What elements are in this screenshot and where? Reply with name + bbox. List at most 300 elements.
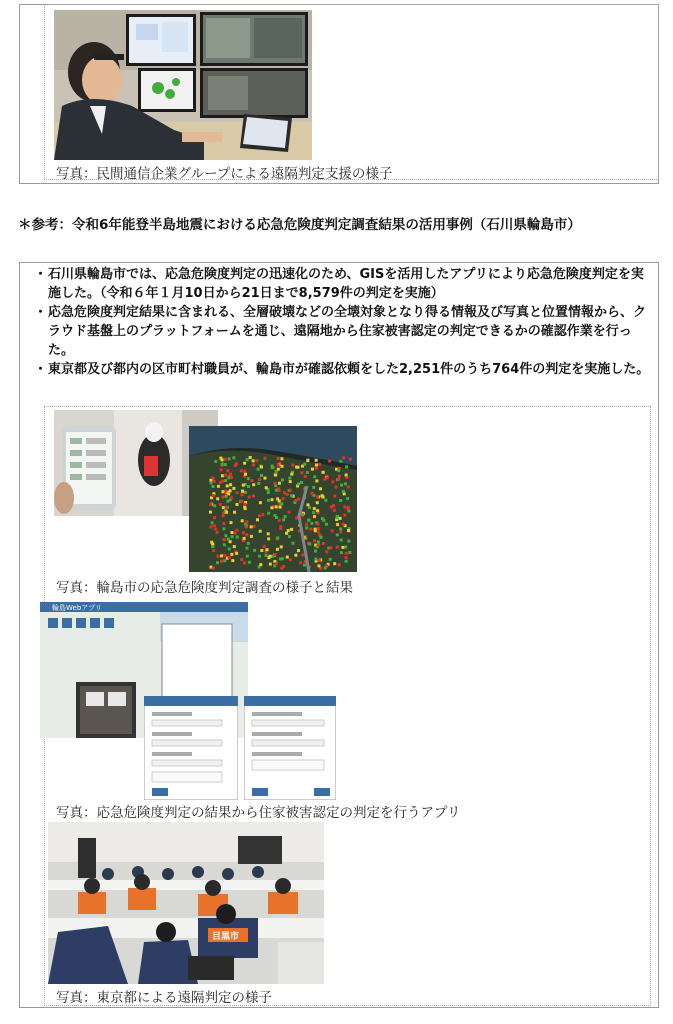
map-damage-dot <box>210 525 213 528</box>
map-damage-dot <box>231 535 234 538</box>
map-damage-dot <box>305 526 308 529</box>
map-damage-dot <box>250 535 253 538</box>
map-damage-dot <box>211 521 214 524</box>
map-damage-dot <box>250 479 253 482</box>
remote-caption: 写真：東京都による遠隔判定の様子 <box>56 990 272 1006</box>
map-damage-dot <box>347 529 350 532</box>
map-damage-dot <box>316 509 319 512</box>
map-damage-dot <box>224 458 227 461</box>
map-damage-dot <box>336 546 339 549</box>
map-damage-dot <box>285 532 288 535</box>
map-damage-dot <box>252 495 255 498</box>
map-damage-dot <box>315 467 318 470</box>
map-damage-dot <box>223 538 226 541</box>
map-damage-dot <box>265 486 268 489</box>
map-damage-dot <box>336 523 339 526</box>
map-damage-dot <box>300 471 303 474</box>
map-damage-dot <box>219 503 222 506</box>
map-damage-dot <box>288 535 291 538</box>
map-damage-dot <box>275 516 278 519</box>
map-damage-dot <box>267 532 270 535</box>
map-damage-dot <box>289 480 292 483</box>
map-damage-dot <box>214 460 217 463</box>
map-damage-dot <box>223 554 226 557</box>
map-damage-dot <box>333 509 336 512</box>
map-damage-dot <box>325 550 328 553</box>
map-damage-dot <box>349 458 352 461</box>
map-damage-dot <box>286 493 289 496</box>
map-damage-dot <box>211 543 214 546</box>
map-damage-dot <box>322 542 325 545</box>
map-damage-dot <box>316 501 319 504</box>
map-damage-dot <box>288 511 291 514</box>
map-damage-dot <box>340 551 343 554</box>
map-damage-dot <box>235 552 238 555</box>
map-damage-dot <box>290 494 293 497</box>
map-damage-dot <box>280 502 283 505</box>
map-damage-dot <box>344 546 347 549</box>
map-damage-dot <box>288 477 291 480</box>
map-damage-dot <box>228 457 231 460</box>
map-damage-dot <box>212 566 215 569</box>
map-damage-dot <box>314 558 317 561</box>
map-damage-dot <box>244 473 247 476</box>
map-damage-dot <box>286 556 289 559</box>
map-damage-dot <box>333 495 336 498</box>
map-damage-dot <box>308 506 311 509</box>
map-damage-dot <box>297 483 300 486</box>
map-damage-dot <box>341 546 344 549</box>
map-damage-dot <box>263 545 266 548</box>
map-damage-dot <box>232 487 235 490</box>
map-damage-dot <box>242 531 245 534</box>
bullet-tokyo-staff <box>34 360 654 379</box>
map-damage-dot <box>280 457 283 460</box>
bullet-text: 石川県輪島市では、応急危険度判定の迅速化のため、GISを活用したアプリにより応急危険度判定を実施した。（令和６年１月10日から21日まで8,579件の判定を実施） <box>48 267 644 301</box>
map-damage-dot <box>345 552 348 555</box>
map-damage-dot <box>317 527 320 530</box>
map-damage-dot <box>243 462 246 465</box>
map-damage-dot <box>216 531 219 534</box>
map-damage-dot <box>252 459 255 462</box>
map-damage-dot <box>299 561 302 564</box>
bullet-marker: ・ <box>34 267 48 282</box>
map-damage-dot <box>307 503 310 506</box>
map-damage-dot <box>219 481 222 484</box>
map-damage-dot <box>282 497 285 500</box>
map-damage-dot <box>301 513 304 516</box>
map-damage-dot <box>340 531 343 534</box>
map-damage-dot <box>219 457 222 460</box>
map-damage-dot <box>211 545 214 548</box>
map-damage-dot <box>244 507 247 510</box>
map-damage-dot <box>332 504 335 507</box>
map-damage-dot <box>233 511 236 514</box>
map-damage-dot <box>306 471 309 474</box>
map-damage-dot <box>342 523 345 526</box>
bullet-marker: ・ <box>34 362 48 377</box>
map-damage-dot <box>289 489 292 492</box>
map-damage-dot <box>324 499 327 502</box>
map-damage-dot <box>231 559 234 562</box>
map-damage-dot <box>339 517 342 520</box>
map-damage-dot <box>230 531 233 534</box>
map-damage-dot <box>289 558 292 561</box>
map-damage-dot <box>229 483 232 486</box>
map-damage-dot <box>216 555 219 558</box>
map-damage-dot <box>345 556 348 559</box>
map-damage-dot <box>240 558 243 561</box>
map-damage-dot <box>224 474 227 477</box>
map-damage-dot <box>259 501 262 504</box>
map-damage-dot <box>257 468 260 471</box>
map-damage-dot <box>343 514 346 517</box>
bullet-text: 東京都及び都内の区市町村職員が、輪島市が確認依頼をした2,251件のうち764件の判定を実施した。 <box>48 362 650 377</box>
map-damage-dot <box>281 479 284 482</box>
map-damage-dot <box>230 476 233 479</box>
map-damage-dot <box>342 456 345 459</box>
map-damage-dot <box>295 517 298 520</box>
map-damage-dot <box>236 529 239 532</box>
map-damage-dot <box>213 516 216 519</box>
map-damage-dot <box>318 559 321 562</box>
map-damage-dot <box>274 553 277 556</box>
map-damage-dot <box>226 469 229 472</box>
map-damage-dot <box>291 464 294 467</box>
map-damage-dot <box>331 529 334 532</box>
map-damage-dot <box>324 567 327 570</box>
map-damage-dot <box>220 468 223 471</box>
map-damage-dot <box>252 483 255 486</box>
map-damage-dot <box>216 561 219 564</box>
map-damage-dot <box>221 463 224 466</box>
map-damage-dot <box>235 462 238 465</box>
map-damage-dot <box>282 565 285 568</box>
map-damage-dot <box>248 561 251 564</box>
map-damage-dot <box>312 511 315 514</box>
vest-label: 目黒市 <box>212 932 240 942</box>
map-damage-dot <box>329 558 332 561</box>
map-damage-dot <box>280 545 283 548</box>
map-damage-dot <box>310 522 313 525</box>
map-damage-dot <box>252 463 255 466</box>
map-damage-dot <box>212 494 215 497</box>
map-damage-dot <box>232 456 235 459</box>
map-damage-dot <box>274 473 277 476</box>
map-damage-dot <box>339 499 342 502</box>
map-damage-dot <box>258 555 261 558</box>
map-damage-dot <box>245 533 248 536</box>
map-damage-dot <box>316 522 319 525</box>
map-damage-dot <box>225 490 228 493</box>
damage-map-photo <box>189 426 357 572</box>
map-damage-dot <box>243 537 246 540</box>
map-damage-dot <box>283 491 286 494</box>
map-damage-dot <box>297 498 300 501</box>
map-damage-dot <box>307 519 310 522</box>
map-damage-dot <box>279 525 282 528</box>
map-damage-dot <box>225 506 228 509</box>
map-damage-dot <box>281 557 284 560</box>
map-damage-dot <box>212 549 215 552</box>
map-damage-dot <box>305 523 308 526</box>
map-damage-dot <box>338 475 341 478</box>
map-damage-dot <box>313 507 316 510</box>
map-damage-dot <box>294 499 297 502</box>
map-damage-dot <box>261 513 264 516</box>
map-damage-dot <box>264 477 267 480</box>
map-damage-dot <box>259 530 262 533</box>
app-screenshot-form-1 <box>144 696 238 800</box>
bullet-wajima-gis <box>34 265 654 303</box>
map-damage-dot <box>345 560 348 563</box>
map-damage-dot <box>271 465 274 468</box>
map-damage-dot <box>322 496 325 499</box>
map-damage-dot <box>243 470 246 473</box>
map-damage-dot <box>267 537 270 540</box>
map-damage-dot <box>278 519 281 522</box>
map-damage-dot <box>229 473 232 476</box>
map-damage-dot <box>342 490 345 493</box>
map-damage-dot <box>236 503 239 506</box>
map-damage-dot <box>317 530 320 533</box>
remote-support-photo <box>54 10 312 160</box>
map-damage-dot <box>255 459 258 462</box>
map-damage-dot <box>337 469 340 472</box>
remote-judgment-photo <box>48 822 324 984</box>
app-screenshot-form-2 <box>244 696 336 800</box>
map-damage-dot <box>329 546 332 549</box>
map-damage-dot <box>226 484 229 487</box>
map-damage-dot <box>338 563 341 566</box>
map-damage-dot <box>228 548 231 551</box>
map-damage-dot <box>230 521 233 524</box>
map-damage-dot <box>230 553 233 556</box>
map-damage-dot <box>315 464 318 467</box>
map-damage-dot <box>313 475 316 478</box>
map-damage-dot <box>209 503 212 506</box>
map-damage-dot <box>253 549 256 552</box>
map-damage-dot <box>294 554 297 557</box>
map-damage-dot <box>278 500 281 503</box>
map-damage-dot <box>303 564 306 567</box>
map-damage-dot <box>225 495 228 498</box>
map-damage-dot <box>319 567 322 570</box>
map-damage-dot <box>258 478 261 481</box>
map-damage-dot <box>246 458 249 461</box>
map-damage-dot <box>314 550 317 553</box>
map-damage-dot <box>346 497 349 500</box>
map-damage-dot <box>258 514 261 517</box>
map-damage-dot <box>223 559 226 562</box>
map-damage-dot <box>222 527 225 530</box>
map-damage-dot <box>282 518 285 521</box>
map-damage-dot <box>247 477 250 480</box>
map-damage-dot <box>240 469 243 472</box>
map-damage-dot <box>337 478 340 481</box>
map-damage-dot <box>318 463 321 466</box>
map-damage-dot <box>276 537 279 540</box>
app-header-label: 輪島Webアプリ <box>52 604 102 612</box>
map-damage-dot <box>297 549 300 552</box>
map-damage-dot <box>228 556 231 559</box>
map-damage-dot <box>315 459 318 462</box>
map-damage-dot <box>247 542 250 545</box>
map-damage-dot <box>214 528 217 531</box>
map-damage-dot <box>292 542 295 545</box>
map-damage-dot <box>277 463 280 466</box>
map-damage-dot <box>348 551 351 554</box>
map-damage-dot <box>311 492 314 495</box>
map-damage-dot <box>224 463 227 466</box>
map-damage-dot <box>311 468 314 471</box>
map-damage-dot <box>306 459 309 462</box>
map-damage-dot <box>217 485 220 488</box>
map-damage-dot <box>241 519 244 522</box>
map-damage-dot <box>265 554 268 557</box>
map-damage-dot <box>227 538 230 541</box>
map-damage-dot <box>340 484 343 487</box>
map-damage-dot <box>225 511 228 514</box>
map-damage-dot <box>269 563 272 566</box>
map-damage-dot <box>290 528 293 531</box>
map-damage-dot <box>316 495 319 498</box>
map-damage-dot <box>263 457 266 460</box>
map-damage-dot <box>325 523 328 526</box>
map-damage-dot <box>279 506 282 509</box>
map-damage-dot <box>245 525 248 528</box>
map-damage-dot <box>260 549 263 552</box>
map-damage-dot <box>314 529 317 532</box>
map-damage-dot <box>213 480 216 483</box>
bullet-remote-check <box>34 303 654 360</box>
map-damage-dot <box>313 515 316 518</box>
map-damage-dot <box>241 490 244 493</box>
map-damage-dot <box>328 460 331 463</box>
map-damage-dot <box>321 517 324 520</box>
map-damage-dot <box>277 457 280 460</box>
reference-bullets <box>34 265 654 379</box>
map-damage-dot <box>229 489 232 492</box>
map-damage-dot <box>313 539 316 542</box>
map-damage-dot <box>260 466 263 469</box>
map-damage-dot <box>259 563 262 566</box>
survey-caption: 写真：輪島市の応急危険度判定調査の様子と結果 <box>56 580 353 596</box>
map-damage-dot <box>344 506 347 509</box>
map-damage-dot <box>309 528 312 531</box>
reference-title: ＊参考：令和6年能登半島地震における応急危険度判定調査結果の活用事例（石川県輪島市） <box>18 217 581 233</box>
map-damage-dot <box>221 474 224 477</box>
map-damage-dot <box>287 529 290 532</box>
map-damage-dot <box>281 465 284 468</box>
map-damage-dot <box>234 532 237 535</box>
map-damage-dot <box>277 489 280 492</box>
map-damage-dot <box>300 481 303 484</box>
map-damage-dot <box>276 548 279 551</box>
map-damage-dot <box>345 465 348 468</box>
map-damage-dot <box>270 506 273 509</box>
map-damage-dot <box>278 482 281 485</box>
map-damage-dot <box>266 548 269 551</box>
map-damage-dot <box>335 486 338 489</box>
map-damage-dot <box>267 512 270 515</box>
map-damage-dot <box>340 539 343 542</box>
map-damage-dot <box>290 473 293 476</box>
map-damage-dot <box>222 506 225 509</box>
map-damage-dot <box>247 485 250 488</box>
map-damage-dot <box>213 524 216 527</box>
map-damage-dot <box>249 456 252 459</box>
map-damage-dot <box>277 468 280 471</box>
map-damage-dot <box>244 491 247 494</box>
map-damage-dot <box>248 496 251 499</box>
map-damage-dot <box>347 486 350 489</box>
map-damage-dot <box>333 562 336 565</box>
map-damage-dot <box>222 496 225 499</box>
map-damage-dot <box>236 536 239 539</box>
map-damage-dot <box>224 479 227 482</box>
map-damage-dot <box>250 525 253 528</box>
map-damage-dot <box>224 534 227 537</box>
map-damage-dot <box>245 520 248 523</box>
map-damage-dot <box>319 536 322 539</box>
map-damage-dot <box>339 460 342 463</box>
map-damage-dot <box>242 484 245 487</box>
map-damage-dot <box>220 554 223 557</box>
map-damage-dot <box>216 497 219 500</box>
map-damage-dot <box>308 543 311 546</box>
map-damage-dot <box>233 545 236 548</box>
map-damage-dot <box>210 482 213 485</box>
map-damage-dot <box>271 498 274 501</box>
map-damage-dot <box>236 491 239 494</box>
map-damage-dot <box>318 564 321 567</box>
map-damage-dot <box>243 561 246 564</box>
map-damage-dot <box>326 476 329 479</box>
map-damage-dot <box>304 475 307 478</box>
map-damage-dot <box>252 525 255 528</box>
map-damage-dot <box>346 508 349 511</box>
map-damage-dot <box>223 543 226 546</box>
map-damage-dot <box>221 490 224 493</box>
map-damage-dot <box>275 505 278 508</box>
map-damage-dot <box>347 540 350 543</box>
map-damage-dot <box>244 503 247 506</box>
map-damage-dot <box>256 518 259 521</box>
map-damage-dot <box>230 496 233 499</box>
map-damage-dot <box>284 515 287 518</box>
map-damage-dot <box>209 479 212 482</box>
map-damage-dot <box>301 553 304 556</box>
map-damage-dot <box>229 540 232 543</box>
map-damage-dot <box>240 500 243 503</box>
app-caption: 写真：応急危険度判定の結果から住家被害認定の判定を行うアプリ <box>56 805 461 821</box>
map-damage-dot <box>246 547 249 550</box>
map-damage-dot <box>295 466 298 469</box>
map-damage-dot <box>212 485 215 488</box>
map-damage-dot <box>339 527 342 530</box>
map-damage-dot <box>317 543 320 546</box>
map-damage-dot <box>269 555 272 558</box>
map-damage-dot <box>345 474 348 477</box>
map-damage-dot <box>315 479 318 482</box>
map-damage-dot <box>322 471 325 474</box>
map-damage-dot <box>267 499 270 502</box>
map-damage-dot <box>319 487 322 490</box>
map-damage-dot <box>222 522 225 525</box>
map-damage-dot <box>317 541 320 544</box>
map-damage-dot <box>336 533 339 536</box>
